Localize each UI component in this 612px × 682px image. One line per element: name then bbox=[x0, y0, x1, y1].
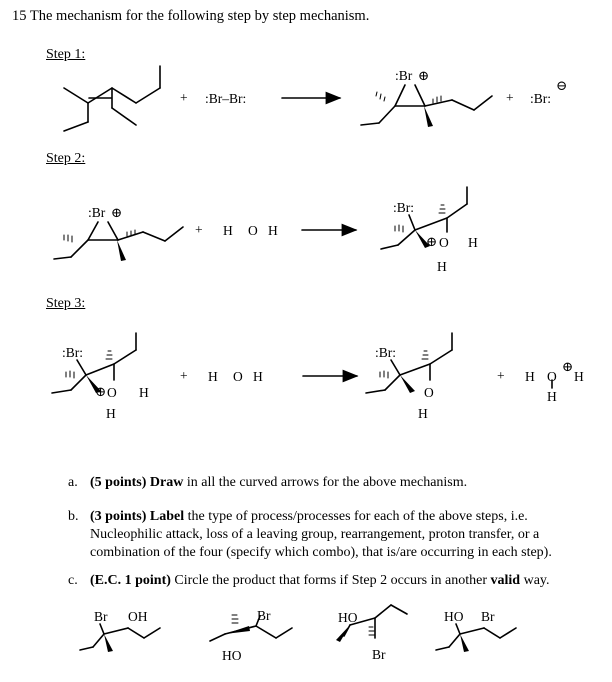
plus-sign: + bbox=[497, 368, 505, 383]
product-choice-2 bbox=[210, 616, 292, 641]
hydronium-h: H bbox=[525, 369, 535, 384]
bromide-ion: :Br: bbox=[530, 91, 552, 106]
choice-3-br: Br bbox=[372, 647, 386, 662]
hydrogen-label: H bbox=[418, 406, 428, 421]
alkene-structure bbox=[64, 66, 160, 131]
bromine-label: :Br: bbox=[62, 345, 84, 360]
product-choice-1 bbox=[80, 624, 160, 650]
hydrogen-label: H bbox=[468, 235, 478, 250]
water-h: H bbox=[253, 369, 263, 384]
product-step3 bbox=[366, 333, 452, 393]
charge-plus: ⊕ bbox=[418, 68, 430, 83]
oxygen-label: O bbox=[107, 385, 117, 400]
bromonium-label: :Br bbox=[395, 68, 413, 83]
question-a-points: (5 points) bbox=[90, 475, 147, 490]
plus-sign: + bbox=[180, 368, 188, 383]
bromonium-step2 bbox=[54, 222, 183, 259]
charge-minus: ⊖ bbox=[556, 78, 568, 93]
question-c-points: (E.C. 1 point) bbox=[90, 573, 171, 588]
question-b-points: (3 points) bbox=[90, 509, 147, 524]
question-c-label: c. bbox=[68, 573, 78, 588]
question-number: 15 bbox=[12, 8, 27, 24]
plus-sign: + bbox=[195, 222, 203, 237]
water-h: H bbox=[268, 223, 278, 238]
water-h: H bbox=[223, 223, 233, 238]
hydronium-h: H bbox=[547, 389, 557, 404]
hydrogen-label: H bbox=[139, 385, 149, 400]
charge-plus: ⊕ bbox=[95, 384, 107, 399]
question-a-verb: Draw bbox=[149, 475, 184, 490]
question-c-valid: valid bbox=[490, 573, 521, 588]
question-b-verb: Label bbox=[149, 509, 185, 524]
question-b-text: the type of process/processes for each of the above steps, i.e. Nucleophilic attack, loss of a leaving group, rearrangement, proton transfer, or a combination of the four (specify which combo), that is/are occurring in each step). bbox=[90, 509, 552, 560]
charge-plus: ⊕ bbox=[111, 205, 123, 220]
choice-3-ho: HO bbox=[338, 610, 358, 625]
question-b-label: b. bbox=[68, 509, 79, 524]
oxygen-label: O bbox=[424, 385, 434, 400]
choice-4-ho: HO bbox=[444, 609, 464, 624]
plus-sign: + bbox=[506, 90, 514, 105]
question-a-text: in all the curved arrows for the above mechanism. bbox=[183, 475, 468, 490]
bromine-reagent: :Br–Br: bbox=[205, 91, 247, 106]
water-h: H bbox=[208, 369, 218, 384]
bromine-label: :Br: bbox=[393, 200, 415, 215]
step-1-label: Step 1: bbox=[46, 47, 86, 62]
hydronium-h: H bbox=[574, 369, 584, 384]
choice-2-ho: HO bbox=[222, 648, 242, 663]
hydronium-o: O bbox=[547, 369, 557, 384]
step-3-label: Step 3: bbox=[46, 296, 86, 311]
bromonium-label: :Br bbox=[88, 205, 106, 220]
bromine-label: :Br: bbox=[375, 345, 397, 360]
oxygen-label: O bbox=[439, 235, 449, 250]
choice-1-br: Br bbox=[94, 609, 108, 624]
question-a-label: a. bbox=[68, 475, 78, 490]
hydrogen-label: H bbox=[437, 259, 447, 274]
water-o: O bbox=[233, 369, 243, 384]
plus-sign: + bbox=[180, 90, 188, 105]
hydrogen-label: H bbox=[106, 406, 116, 421]
step-2-label: Step 2: bbox=[46, 151, 86, 166]
product-choice-4 bbox=[436, 624, 516, 650]
choice-4-br: Br bbox=[481, 609, 495, 624]
choice-1-oh: OH bbox=[128, 609, 148, 624]
choice-2-br: Br bbox=[257, 608, 271, 623]
question-c-text-pre: Circle the product that forms if Step 2 occurs in another bbox=[170, 573, 491, 588]
question-text: The mechanism for the following step by step mechanism. bbox=[29, 8, 370, 24]
charge-plus: ⊕ bbox=[426, 234, 438, 249]
water-o: O bbox=[248, 223, 258, 238]
charge-plus: ⊕ bbox=[562, 359, 574, 374]
question-c-text-post: way. bbox=[520, 573, 550, 588]
